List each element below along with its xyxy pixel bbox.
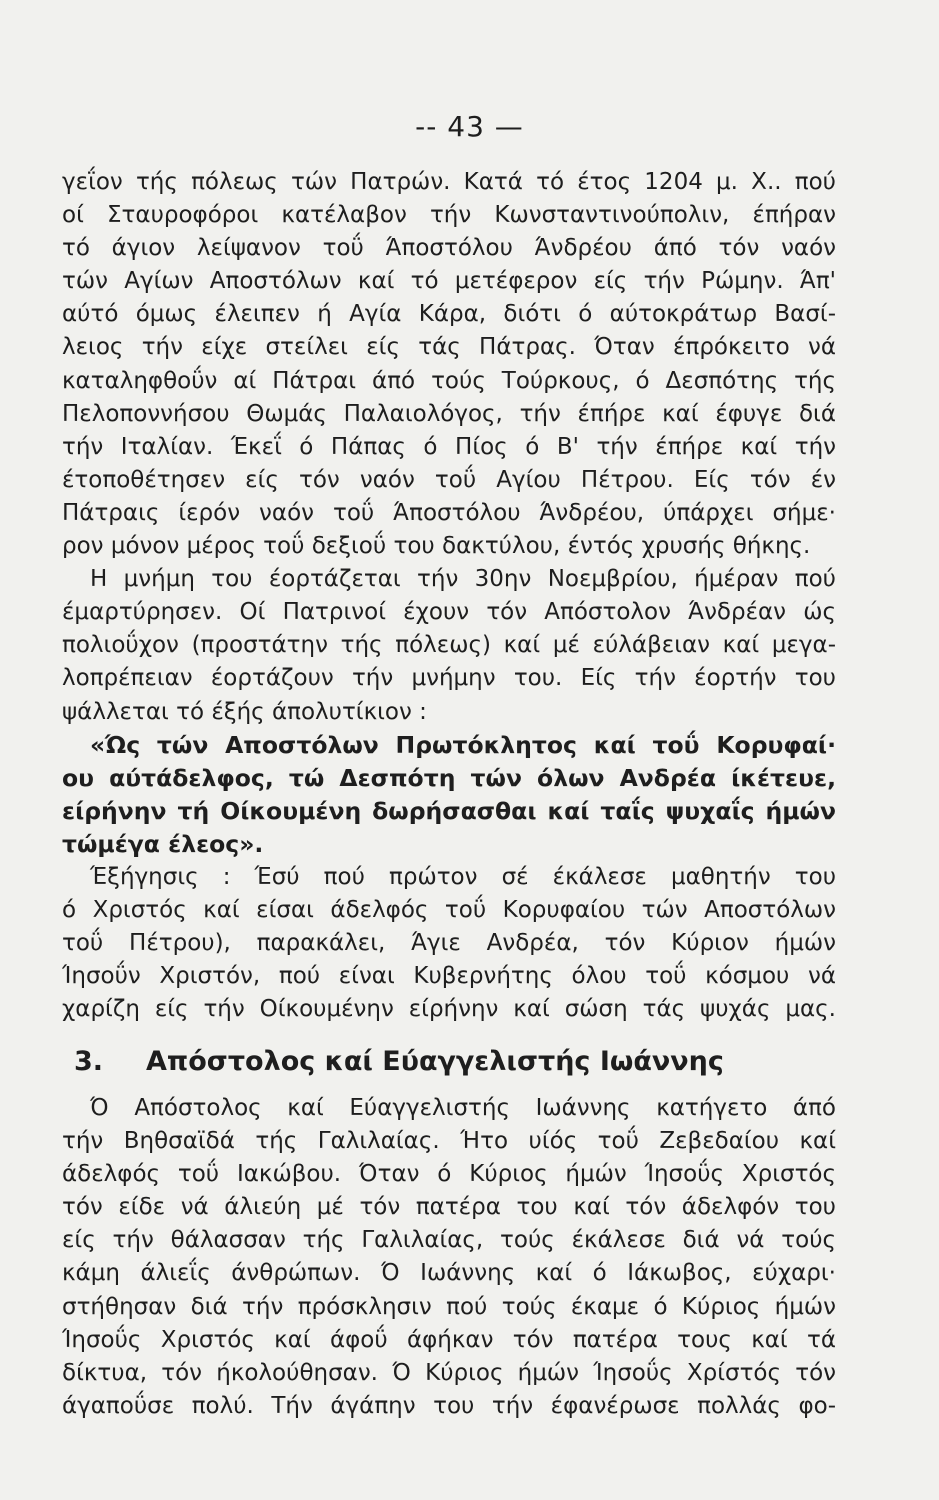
text-line: καταληφθοΰν αί Πάτραι άπό τούς Τούρκους, ό Δεσπότης τής	[62, 367, 836, 394]
lower-text-block	[62, 1092, 836, 1423]
section-number: 3.	[74, 1046, 104, 1077]
text-line: άδελφός τοΰ Ιακώβου. Όταν ό Κύριος ήμών Ίησοΰς Χριστός	[62, 1161, 836, 1188]
text-line: τό άγιον λείψανον τοΰ Άποστόλου Άνδρέου άπό τόν ναόν	[62, 235, 836, 262]
page-number: -- 43 —	[415, 110, 524, 143]
text-line: Ό Απόστολος καί Εύαγγελιστής Ιωάννης κατήγετο άπό	[90, 1095, 836, 1121]
text-line: στήθησαν διά τήν πρόσκλησιν πού τούς έκαμε ό Κύριος ήμών	[62, 1293, 836, 1320]
upper-text-block	[62, 166, 836, 1026]
text-line: τήν Ιταλίαν. Έκεΐ ό Πάπας ό Πίος ό Β' τήν έπήρε καί τήν	[62, 433, 836, 460]
text-line: άγαποΰσε πολύ. Τήν άγάπην του τήν έφανέρωσε πολλάς φο-	[62, 1392, 836, 1419]
text-line: οί Σταυροφόροι κατέλαβον τήν Κωνσταντινούπολιν, έπήραν	[62, 202, 836, 229]
text-line: Έξήγησις : Έσύ πού πρώτον σέ έκάλεσε μαθητήν του	[90, 863, 836, 890]
text-line: ψάλλεται τό έξής άπολυτίκιον :	[62, 698, 427, 725]
text-line: γεΐον τής πόλεως τών Πατρών. Κατά τό έτος 1204 μ. Χ.. πού	[62, 169, 836, 195]
text-line: τοΰ Πέτρου), παρακάλει, Άγιε Ανδρέα, τόν Κύριον ήμών	[62, 930, 836, 957]
text-line: είς τήν θάλασσαν τής Γαλιλαίας, τούς έκάλεσε διά νά τούς	[62, 1227, 836, 1254]
text-line: κάμη άλιεΐς άνθρώπων. Ό Ιωάννης καί ό Ιάκωβος, εύχαρι·	[62, 1260, 836, 1287]
text-line: αύτό όμως έλειπεν ή Αγία Κάρα, διότι ό αύτοκράτωρ Βασί-	[62, 301, 836, 328]
text-line: τών Αγίων Αποστόλων καί τό μετέφερον είς τήν Ρώμην. Άπ'	[62, 268, 836, 295]
text-line: λειος τήν είχε στείλει είς τάς Πάτρας. Όταν έπρόκειτο νά	[62, 334, 836, 361]
hymn-line: τώμέγα έλεος».	[62, 829, 264, 858]
text-line: λοπρέπειαν έορτάζουν τήν μνήμην του. Είς τήν έορτήν του	[62, 665, 836, 692]
text-line: χαρίζη είς τήν Οίκουμένην είρήνην καί σώση τάς ψυχάς μας.	[62, 996, 836, 1023]
section-heading	[62, 1040, 836, 1084]
hymn-line: ου αύτάδελφος, τώ Δεσπότη τών όλων Ανδρέα ίκέτευε,	[62, 763, 836, 792]
text-line: Η μνήμη του έορτάζεται τήν 30ην Νοεμβρίου, ήμέραν πού	[90, 566, 836, 593]
text-line: Ίησοΰν Χριστόν, πού είναι Κυβερνήτης όλου τοΰ κόσμου νά	[62, 963, 836, 990]
text-line: δίκτυα, τόν ήκολούθησαν. Ό Κύριος ήμών Ίησοΰς Χρίστός τόν	[62, 1359, 836, 1386]
text-line: πολιοΰχον (προστάτην τής πόλεως) καί μέ εύλάβειαν καί μεγα-	[62, 632, 836, 659]
text-line: τήν Βηθσαϊδά τής Γαλιλαίας. Ήτο υίός τοΰ Ζεβεδαίου καί	[62, 1128, 836, 1155]
section-title: Απόστολος καί Εύαγγελιστής Ιωάννης	[146, 1046, 724, 1077]
text-line: Πελοποννήσου Θωμάς Παλαιολόγος, τήν έπήρε καί έφυγε διά	[62, 400, 836, 427]
text-line: ό Χριστός καί είσαι άδελφός τοΰ Κορυφαίου τών Αποστόλων	[62, 897, 836, 924]
text-line: τόν είδε νά άλιεύη μέ τόν πατέρα του καί τόν άδελφόν του	[62, 1194, 836, 1221]
text-line: ρον μόνον μέρος τοΰ δεξιοΰ του δακτύλου, έντός χρυσής θήκης.	[62, 533, 811, 560]
hymn-line: είρήνην τή Οίκουμένη δωρήσασθαι καί ταΐς ψυχαΐς ήμών	[62, 796, 836, 825]
text-line: έμαρτύρησεν. Οί Πατρινοί έχουν τόν Απόστολον Άνδρέαν ώς	[62, 599, 836, 626]
text-line: έτοποθέτησεν είς τόν ναόν τοΰ Αγίου Πέτρου. Είς τόν έν	[62, 466, 836, 493]
hymn-line: «Ώς τών Αποστόλων Πρωτόκλητος καί τοΰ Κορυφαί·	[90, 730, 836, 759]
text-line: Ίησοΰς Χριστός καί άφοΰ άφήκαν τόν πατέρα τους καί τά	[62, 1326, 836, 1353]
text-line: Πάτραις ίερόν ναόν τοΰ Άποστόλου Άνδρέου, ύπάρχει σήμε·	[62, 499, 836, 526]
